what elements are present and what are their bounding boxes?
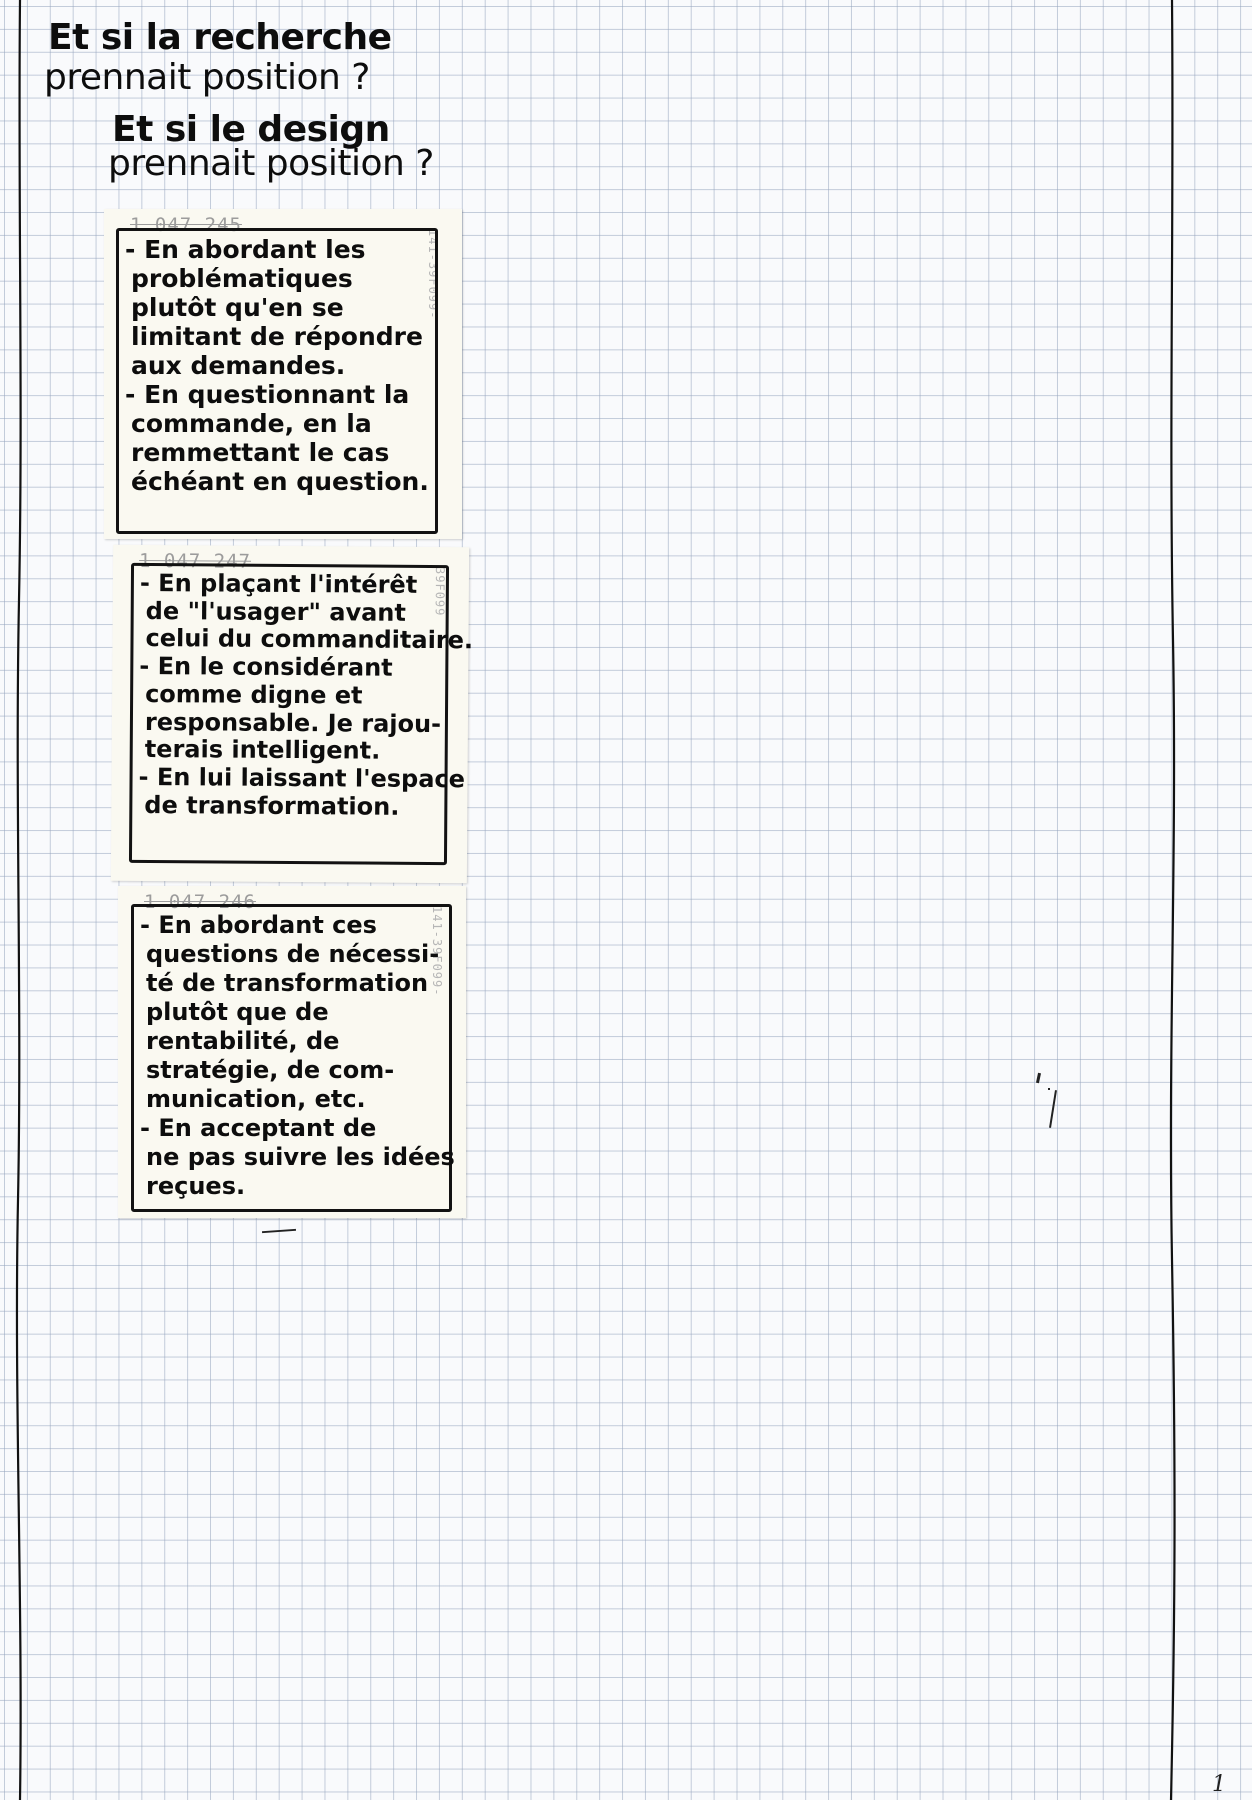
ticket-frame bbox=[116, 228, 438, 534]
pen-dash-mark bbox=[262, 1229, 296, 1233]
list-item bbox=[125, 235, 429, 380]
text-line: limitant de répondre bbox=[131, 322, 423, 351]
text-line: - En lui laissant l'espace bbox=[138, 764, 438, 794]
text-line: plutôt qu'en se bbox=[131, 293, 344, 322]
text-line: - En le considérant bbox=[139, 653, 439, 683]
heading-line-research-question: prennait position ? bbox=[44, 57, 370, 98]
left-margin-line bbox=[6, 0, 36, 1800]
pen-stroke-mark bbox=[1049, 1090, 1057, 1128]
text-line: ne pas suivre les idées bbox=[146, 1143, 455, 1171]
text-line: rentabilité, de bbox=[146, 1027, 340, 1055]
list-item bbox=[139, 653, 440, 766]
list-item bbox=[140, 911, 443, 1114]
text-line: de transformation. bbox=[144, 790, 400, 821]
right-margin-line bbox=[1158, 0, 1188, 1800]
ticket-serial: 1 047 246 bbox=[144, 891, 256, 913]
page-number: 1 bbox=[1212, 1772, 1226, 1797]
text-line: - En acceptant de bbox=[140, 1114, 443, 1143]
text-line: aux demandes. bbox=[131, 351, 346, 380]
text-line: plutôt que de bbox=[146, 998, 329, 1026]
ticket-side-code: 141-39F099- bbox=[426, 229, 440, 320]
ticket-note-3 bbox=[118, 886, 466, 1218]
text-line: commande, en la bbox=[131, 409, 372, 438]
ticket-serial: 1 047 245 bbox=[130, 214, 242, 236]
ticket-frame bbox=[129, 563, 474, 865]
text-line: de "l'usager" avant bbox=[145, 596, 407, 627]
pen-tick-mark bbox=[1036, 1073, 1041, 1083]
ticket-serial: 1 047 247 bbox=[138, 549, 252, 573]
ticket-side-code: 39F099 bbox=[432, 566, 448, 617]
text-line: problématiques bbox=[131, 264, 353, 293]
heading-line-design-question: prennait position ? bbox=[108, 143, 434, 184]
ticket-note-2 bbox=[111, 545, 474, 883]
text-line: - En questionnant la bbox=[125, 380, 429, 409]
list-item bbox=[140, 1114, 455, 1201]
pen-dot-mark bbox=[1048, 1088, 1050, 1090]
text-line: responsable. Je rajou- bbox=[144, 707, 442, 738]
text-line: comme digne et bbox=[145, 679, 363, 710]
text-line: reçues. bbox=[146, 1172, 246, 1200]
heading-line-design: Et si le design bbox=[112, 109, 390, 150]
text-line: - En plaçant l'intérêt bbox=[140, 570, 440, 600]
text-line: - En abordant ces bbox=[140, 911, 443, 940]
ticket-side-code: 141-39F099- bbox=[430, 906, 444, 997]
text-line: échéant en question. bbox=[131, 467, 429, 496]
text-line: remmettant le cas bbox=[131, 438, 390, 467]
ticket-note-1 bbox=[104, 209, 462, 539]
text-line: terais intelligent. bbox=[144, 735, 381, 765]
text-line: stratégie, de com- bbox=[146, 1056, 395, 1084]
heading-line-research: Et si la recherche bbox=[48, 17, 392, 58]
text-line: celui du commanditaire. bbox=[145, 624, 474, 655]
list-item bbox=[138, 762, 466, 821]
text-line: questions de nécessi- bbox=[146, 940, 440, 968]
text-line: - En abordant les bbox=[125, 235, 429, 264]
ticket-frame bbox=[131, 904, 455, 1212]
text-line: munication, etc. bbox=[146, 1085, 366, 1113]
text-line: té de transformation bbox=[146, 969, 429, 997]
list-item bbox=[125, 380, 429, 496]
